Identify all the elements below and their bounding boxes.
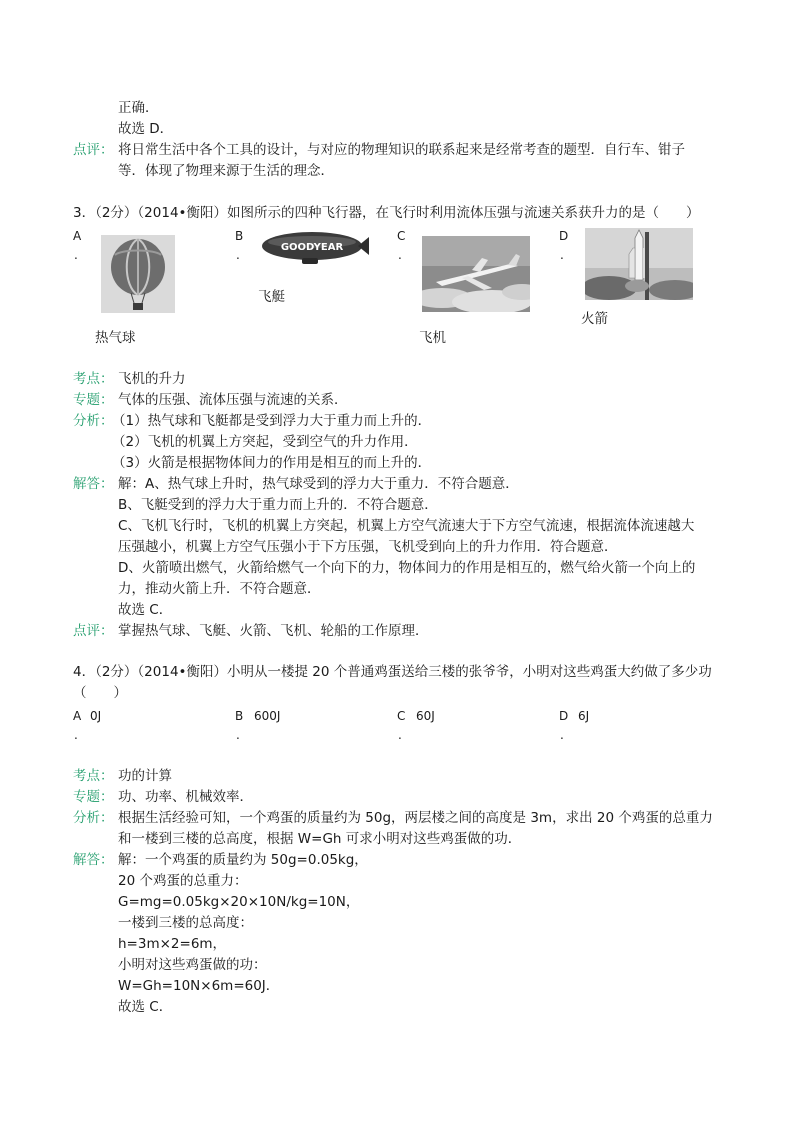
q3-jieda-line-1: 解：A、热气球上升时，热气球受到的浮力大于重力．不符合题意． bbox=[118, 476, 519, 492]
prev-comment-line-2: 等．体现了物理来源于生活的理念． bbox=[118, 163, 334, 179]
q4-option-d-letter: D bbox=[559, 709, 569, 723]
q3-fenxi-line-1: （1）热气球和飞艇都是受到浮力大于重力而上升的． bbox=[112, 413, 432, 429]
q3-dianping: 掌握热气球、飞艇、火箭、飞机、轮船的工作原理． bbox=[118, 623, 429, 639]
q4-fenxi-label: 分析： bbox=[73, 810, 114, 826]
q4-stem-line-2: （ ） bbox=[73, 685, 127, 701]
q3-jieda-line-5: D、火箭喷出燃气，火箭给燃气一个向下的力，物体间力的作用是相互的，燃气给火箭一个向上的 bbox=[118, 560, 696, 576]
q4-fenxi-line-1: 根据生活经验可知，一个鸡蛋的质量约为 50g，两层楼之间的高度是 3m，求出 20 个鸡蛋的总重力 bbox=[118, 810, 713, 826]
q3-option-a-dot: . bbox=[74, 248, 78, 262]
q4-option-a-text: 0J bbox=[90, 709, 102, 723]
q3-option-d-dot: . bbox=[560, 248, 564, 262]
q3-jieda-line-6: 力，推动火箭上升．不符合题意． bbox=[118, 581, 321, 597]
q3-option-c-caption: 飞机 bbox=[419, 330, 446, 346]
q4-jieda-line-3: G=mg=0.05kg×20×10N/kg=10N， bbox=[118, 894, 360, 910]
q4-jieda-line-6: 小明对这些鸡蛋做的功： bbox=[118, 957, 267, 973]
hot-air-balloon-image bbox=[101, 235, 175, 313]
prev-answer-choice: 故选 D． bbox=[118, 121, 174, 137]
q3-dianping-label: 点评： bbox=[73, 623, 114, 639]
q4-jieda-line-4: 一楼到三楼的总高度： bbox=[118, 915, 253, 931]
q3-option-d-letter: D bbox=[559, 229, 569, 243]
q3-stem: 3．（2分）（2014•衡阳）如图所示的四种飞行器，在飞行时利用流体压强与流速关系获升力的是（ ） bbox=[73, 205, 700, 221]
airship-image bbox=[258, 228, 370, 268]
q4-kaodian: 功的计算 bbox=[118, 768, 172, 784]
airplane-image bbox=[422, 236, 530, 312]
q3-zhuanti-label: 专题： bbox=[73, 392, 114, 408]
q3-option-a-letter: A bbox=[73, 229, 82, 243]
prev-comment-line-1: 将日常生活中各个工具的设计，与对应的物理知识的联系起来是经常考查的题型．自行车、钳子 bbox=[118, 142, 685, 158]
q4-option-a-letter: A bbox=[73, 709, 82, 723]
q4-zhuanti: 功、功率、机械效率． bbox=[118, 789, 253, 805]
q4-option-d-text: 6J bbox=[578, 709, 590, 723]
q3-option-b-letter: B bbox=[235, 229, 244, 243]
q4-jieda-line-8: 故选 C． bbox=[118, 999, 173, 1015]
q4-kaodian-label: 考点： bbox=[73, 768, 114, 784]
q3-kaodian-label: 考点： bbox=[73, 371, 114, 387]
q4-option-b-letter: B bbox=[235, 709, 244, 723]
q3-jieda-line-3: C、飞机飞行时，飞机的机翼上方突起，机翼上方空气流速大于下方空气流速，根据流体流速越大 bbox=[118, 518, 695, 534]
q3-fenxi-line-3: （3）火箭是根据物体间力的作用是相互的而上升的． bbox=[112, 455, 432, 471]
q3-fenxi-line-2: （2）飞机的机翼上方突起，受到空气的升力作用． bbox=[112, 434, 418, 450]
q3-option-b-caption: 飞艇 bbox=[258, 289, 285, 305]
q4-option-c-letter: C bbox=[397, 709, 406, 723]
q3-jieda-line-2: B、飞艇受到的浮力大于重力而上升的．不符合题意． bbox=[118, 497, 438, 513]
q3-zhuanti: 气体的压强、流体压强与流速的关系． bbox=[118, 392, 348, 408]
q3-option-c-letter: C bbox=[397, 229, 406, 243]
q4-option-a-dot: . bbox=[74, 728, 78, 742]
prev-comment-label: 点评： bbox=[73, 142, 114, 158]
q4-jieda-line-1: 解：一个鸡蛋的质量约为 50g=0.05kg， bbox=[118, 852, 368, 868]
airship-logo-text: GOODYEAR bbox=[280, 242, 344, 253]
q4-option-c-text: 60J bbox=[416, 709, 435, 723]
q4-zhuanti-label: 专题： bbox=[73, 789, 114, 805]
q4-option-b-dot: . bbox=[236, 728, 240, 742]
q4-jieda-line-2: 20 个鸡蛋的总重力： bbox=[118, 873, 248, 889]
q3-jieda-label: 解答： bbox=[73, 476, 114, 492]
q3-option-c-dot: . bbox=[398, 248, 402, 262]
q4-jieda-line-5: h=3m×2=6m， bbox=[118, 936, 227, 952]
q4-fenxi-line-2: 和一楼到三楼的总高度，根据 W=Gh 可求小明对这些鸡蛋做的功． bbox=[118, 831, 522, 847]
q4-jieda-label: 解答： bbox=[73, 852, 114, 868]
q3-jieda-line-7: 故选 C． bbox=[118, 602, 173, 618]
rocket-image bbox=[585, 228, 693, 300]
q3-jieda-line-4: 压强越小，机翼上方空气压强小于下方压强，飞机受到向上的升力作用．符合题意． bbox=[118, 539, 618, 555]
q3-option-a-caption: 热气球 bbox=[95, 330, 136, 346]
q3-fenxi-label: 分析： bbox=[73, 413, 114, 429]
q4-jieda-line-7: W=Gh=10N×6m=60J． bbox=[118, 978, 280, 994]
prev-answer-text: 正确． bbox=[118, 100, 159, 116]
q3-option-b-dot: . bbox=[236, 248, 240, 262]
q4-option-d-dot: . bbox=[560, 728, 564, 742]
q3-kaodian: 飞机的升力 bbox=[118, 371, 186, 387]
q4-stem-line-1: 4．（2分）（2014•衡阳）小明从一楼提 20 个普通鸡蛋送给三楼的张爷爷，小明对这些鸡蛋大约做了多少功 bbox=[73, 664, 712, 680]
q4-option-c-dot: . bbox=[398, 728, 402, 742]
q3-option-d-caption: 火箭 bbox=[581, 311, 608, 327]
q4-option-b-text: 600J bbox=[254, 709, 281, 723]
